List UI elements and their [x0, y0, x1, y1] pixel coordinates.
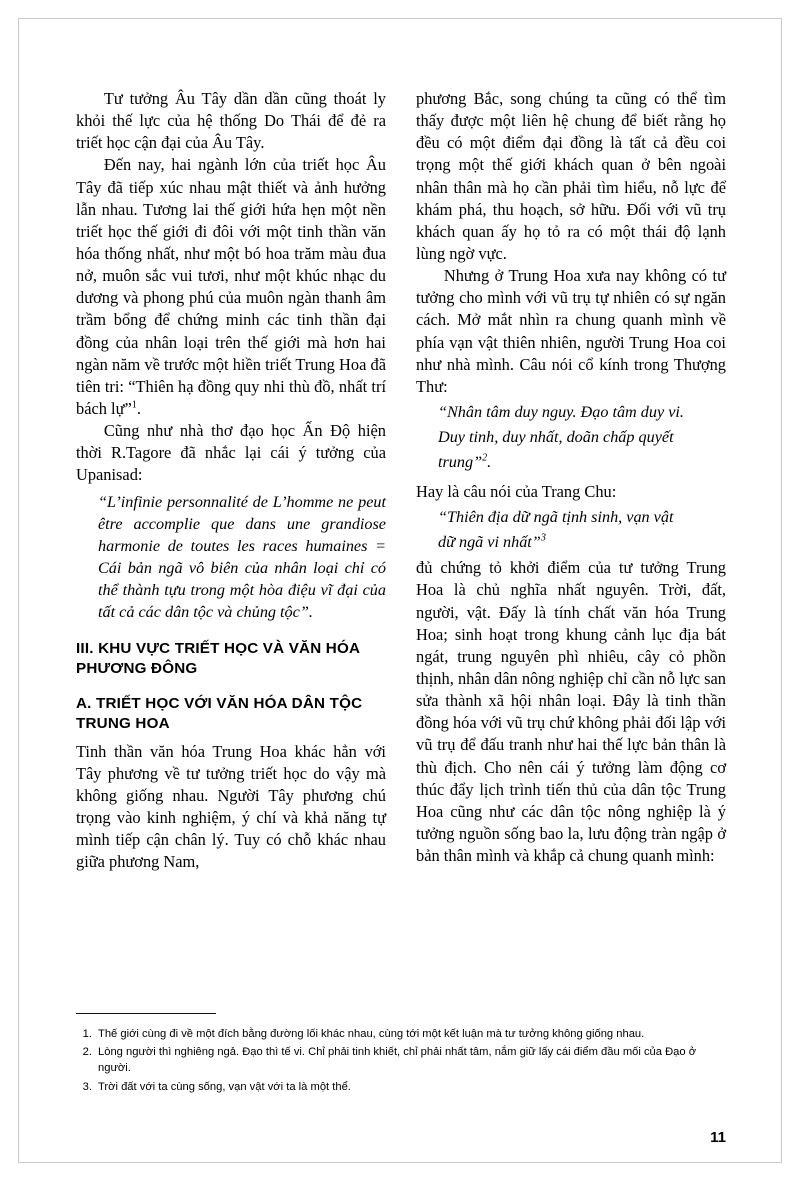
footnote-number: 1.	[82, 1028, 92, 1040]
paragraph: Cũng như nhà thơ đạo học Ấn Độ hiện thời R.Tagore đã nhắc lại cái ý tưởng của Upanisad:	[76, 421, 386, 485]
paragraph-text: Đến nay, hai ngành lớn của triết học Âu Tây đã tiếp xúc nhau mật thiết và ảnh hưởng lẫn nhau. Tương lai thế giới hứa hẹn một nền triết học thế giới đi đôi với một tinh thần văn hóa thống nhất, như một bó hoa trăm màu đua nở, muôn sắc vui tươi, như một khúc nhạc du dương và phong phú của muôn ngàn thanh âm trầm bổng để chứng minh các tinh thần đại đồng của nhân loại trên thế giới mà hơn hai ngàn năm về trước một hiền triết Trung Hoa đã tiên tri: “Thiên hạ đồng quy nhi thù đồ, nhất trí bách lự”	[76, 155, 386, 418]
block-quote-thuong-thu-line-2: Duy tinh, duy nhất, doãn chấp quyết	[438, 428, 674, 446]
block-quote-trang-chu-line-1: “Thiên địa dữ ngã tịnh sinh, vạn vật	[438, 508, 674, 527]
paragraph: Đến nay, hai ngành lớn của triết học Âu Tây đã tiếp xúc nhau mật thiết và ảnh hưởng lẫn nhau. Tương lai thế giới hứa hẹn một nền triết học thế giới đi đôi với một tinh thần văn hóa thống nhất, như một bó hoa trăm màu đua nở, muôn sắc vui tươi, như một khúc nhạc du dương và phong phú của muôn ngàn thanh âm trầm bổng để chứng minh các tinh thần đại đồng của nhân loại trên thế giới mà hơn hai ngàn năm về trước một hiền triết Trung Hoa đã tiên tri: “Thiên hạ đồng quy nhi thù đồ, nhất trí bách lự”$^1$.	[76, 155, 386, 418]
block-quote-trang-chu-line-2	[416, 531, 726, 553]
section-heading: III. KHU VỰC TRIẾT HỌC VÀ VĂN HÓA PHƯƠNG ĐÔNG	[76, 639, 360, 678]
block-quote-thuong-thu-line-3: trung”$^2$.	[438, 452, 492, 472]
quote-text: dữ ngã vi nhất”	[438, 533, 541, 552]
two-column-layout	[76, 88, 726, 874]
footnote-text: Thế giới cùng đi về một đích bằng đường lối khác nhau, cùng tới một kết luận mà tư tưởng không giống nhau.	[98, 1028, 645, 1040]
footnote-number: 3.	[82, 1080, 92, 1093]
subsection-heading: A. TRIẾT HỌC VỚI VĂN HÓA DÂN TỘC TRUNG HOA	[76, 694, 363, 733]
quote-text: trung”	[438, 453, 483, 472]
paragraph: Hay là câu nói của Trang Chu:	[416, 482, 617, 502]
footnote-ref-1[interactable]: 1	[131, 399, 137, 411]
paragraph: Tinh thần văn hóa Trung Hoa khác hẳn với Tây phương về tư tưởng triết học do vậy mà không giống nhau. Người Tây phương chú trọng vào kinh nghiệm, ý chí và khả năng tự mình tiếp cận chân lý. Tuy có chỗ khác nhau giữa phương Nam,	[76, 741, 386, 872]
paragraph: Nhưng ở Trung Hoa xưa nay không có tư tưởng cho mình với vũ trụ tự nhiên có sự ngăn cách. Mở mắt nhìn ra chung quanh mình về phía vạn vật thiên nhiên, người Trung Hoa coi như nhà mình. Câu nói cổ kính trong Thượng Thư:	[416, 266, 726, 396]
footnote-text: Trời đất với ta cùng sống, vạn vật với ta là một thể.	[98, 1080, 351, 1093]
footnotes-section	[76, 1026, 726, 1097]
footnote-number: 2.	[82, 1046, 92, 1059]
page-number: 11	[710, 1129, 726, 1146]
block-quote-upanisad: “L’infinie personnalité de L’homme ne peut être accomplie que dans une grandiose harmonie de toutes les races humaines = Cái bản ngã vô biên của nhân loại chỉ có thể thành tựu trong một hòa điệu vĩ đại của tất cả các dân tộc và chủng tộc”.	[98, 492, 386, 621]
paragraph: đủ chứng tỏ khởi điểm của tư tưởng Trung Hoa là chủ nghĩa nhất nguyên. Trời, đất, người, vật. Đấy là tính chất văn hóa Trung Hoa; sinh hoạt trong khung cảnh lục địa bát ngát, trung nguyên phì nhiêu, cây cỏ phồn thịnh, nhân dân nông nghiệp chỉ cần nỗ lực san sửa thành xã hội nhân loại. Đây là tinh thần đồng hóa với vũ trụ chứ không phải đối lập với vũ trụ để đấu tranh như hai thế lực bản thân là thù địch. Cho nên cái ý tưởng làm động cơ thúc đẩy lịch trình tiến thủ của dân tộc Trung Hoa cũng như các dân tộc nông nghiệp là ý tưởng nguồn sống bao la, lưu động tràn ngập ở bản thân mình và khắp cả chung quanh mình:	[416, 558, 726, 866]
paragraph: phương Bắc, song chúng ta cũng có thể tìm thấy được một liên hệ chung để biết rằng họ đều có một điểm đại đồng là tất cả đều coi trọng một thế giới khách quan ở bên ngoài nhân thân mà họ cần phải tìm hiểu, nỗ lực để khám phá, thu hoạch, sở hữu. Đối với vũ trụ khách quan ấy họ tỏ ra có một thái độ lạnh lùng ngờ vực.	[416, 89, 726, 263]
footnote-ref-2[interactable]: 2	[482, 452, 488, 464]
block-quote-thuong-thu-line-1: “Nhân tâm duy nguy. Đạo tâm duy vi.	[438, 402, 684, 421]
left-column	[76, 88, 386, 874]
footnote-ref-3[interactable]: 3	[540, 532, 546, 544]
right-column	[416, 88, 726, 867]
paragraph: Tư tưởng Âu Tây dần dần cũng thoát ly khỏi thế lực của hệ thống Do Thái để đẻ ra triết học cận đại của Âu Tây.	[76, 89, 386, 153]
footnote-item	[76, 1026, 726, 1042]
footnote-text: Lòng người thì nghiêng ngả. Đạo thì tế vi. Chỉ phải tinh khiết, chỉ phải nhất tâm, nắm giữ lấy cái điểm đầu mối của Đạo ở người.	[98, 1046, 697, 1075]
page-content	[76, 88, 726, 874]
footnote-separator	[76, 1013, 216, 1014]
footnote-item	[76, 1044, 726, 1076]
footnote-item	[76, 1079, 726, 1095]
